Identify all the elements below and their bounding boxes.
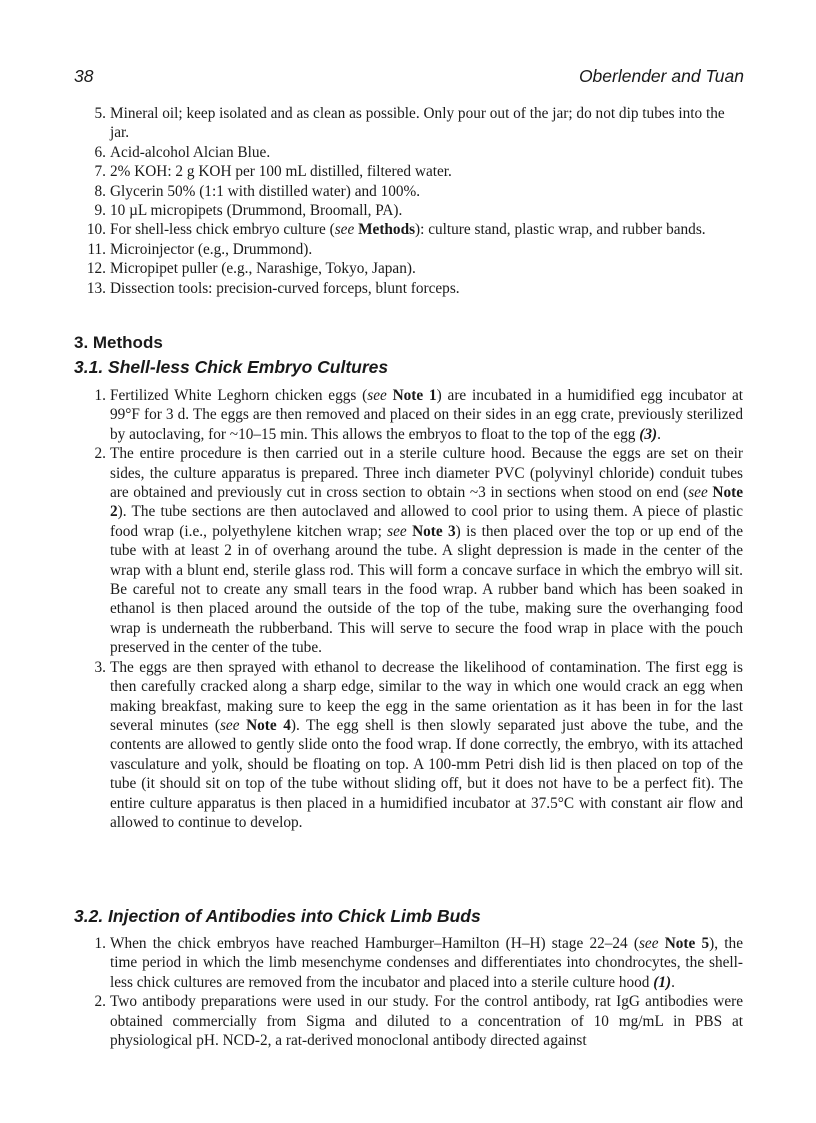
list-item: 6. Acid-alcohol Alcian Blue. bbox=[94, 143, 271, 161]
page-number: 38 bbox=[74, 66, 94, 86]
list-item: 1. Fertilized White Leghorn chicken eggs (see Note 1) are incubated in a humidified egg incubator at 99°F for 3 d. The eggs are then removed and placed on their sides in an egg crate, previously sterilized by autoclaving, for ~10–15 min. This allows the embryos to float to the top of the egg (3). bbox=[94, 387, 743, 443]
list-item: 10. For shell-less chick embryo culture (see Methods): culture stand, plastic wrap, and rubber bands. bbox=[86, 221, 706, 239]
page-header bbox=[74, 66, 744, 90]
list-item: 8. Glycerin 50% (1:1 with distilled water) and 100%. bbox=[94, 182, 421, 200]
list-item: 5. Mineral oil; keep isolated and as clean as possible. Only pour out of the jar; do not dip tubes into the jar. bbox=[94, 105, 725, 142]
methods-list bbox=[0, 386, 816, 832]
running-title: Oberlender and Tuan bbox=[578, 66, 744, 86]
list-item: 2. Two antibody preparations were used in our study. For the control antibody, rat IgG antibodies were obtained commercially from Sigma and diluted to a concentration of 10 mg/mL in PBS at physiological pH. NCD-2, a rat-derived monoclonal antibody directed against bbox=[94, 993, 743, 1050]
list-item: 2. The entire procedure is then carried out in a sterile culture hood. Because the eggs are set on their sides, the culture apparatus is prepared. Three inch diameter PVC (polyvinyl chloride) conduit tubes are obtained and previously cut in cross section to obtain ~3 in sections when stood on end (see Note 2). The tube sections are then autoclaved and allowed to cool prior to using them. A piece of plastic food wrap (i.e., polyethylene kitchen wrap; see Note 3) is then placed over the top or up end of the tube with at least 2 in of overhang around the tube. A slight depression is made in the center of the wrap with a blunt end, sterile glass rod. This will form a concave surface in which the embryo will sit. Be careful not to create any small tears in the food wrap. A rubber band which has been soaked in ethanol is then placed around the outside of the top of the tube, making sure the overhanging food wrap is underneath the rubberband. This will serve to secure the food wrap in place with the pouch preserved in the center of the tube. bbox=[94, 445, 743, 657]
materials-list bbox=[0, 104, 816, 298]
injection-list bbox=[0, 934, 816, 1050]
list-item: 9. 10 µL micropipets (Drummond, Broomall, PA). bbox=[94, 202, 403, 220]
section-heading: 3. Methods bbox=[74, 333, 163, 352]
list-item: 13. Dissection tools: precision-curved forceps, blunt forceps. bbox=[86, 279, 460, 297]
list-item: 12. Micropipet puller (e.g., Narashige, Tokyo, Japan). bbox=[86, 260, 416, 278]
subsection-title: 3.1. Shell-less Chick Embryo Cultures bbox=[74, 357, 389, 377]
list-item: 3. The eggs are then sprayed with ethanol to decrease the likelihood of contamination. The first egg is then carefully cracked along a sharp edge, similar to the way in which one would crack an egg when making breakfast, making sure to keep the egg in the same orientation as it has been in for the last several minutes (see Note 4). The egg shell is then slowly separated just above the tube, and the contents are allowed to gently slide onto the food wrap. If done correctly, the embryo, with its attached vasculature and yolk, should be floating on top. A 100-mm Petri dish lid is then placed on top of the tube (it should sit on top of the tube without sliding off, but it does not have to be a perfect fit). The entire culture apparatus is then placed in a humidified incubator at 37.5°C with constant air flow and allowed to continue to develop. bbox=[94, 658, 744, 831]
subsection-title: 3.2. Injection of Antibodies into Chick Limb Buds bbox=[74, 906, 481, 926]
list-item: 1. When the chick embryos have reached Hamburger–Hamilton (H–H) stage 22–24 (see Note 5), the time period in which the limb mesenchyme condenses and differentiates into chondrocytes, the shell-less chick cultures are removed from the incubator and placed into a sterile culture hood (1). bbox=[94, 935, 743, 991]
list-item: 11. Microinjector (e.g., Drummond). bbox=[87, 240, 313, 258]
list-item: 7. 2% KOH: 2 g KOH per 100 mL distilled, filtered water. bbox=[94, 163, 452, 181]
